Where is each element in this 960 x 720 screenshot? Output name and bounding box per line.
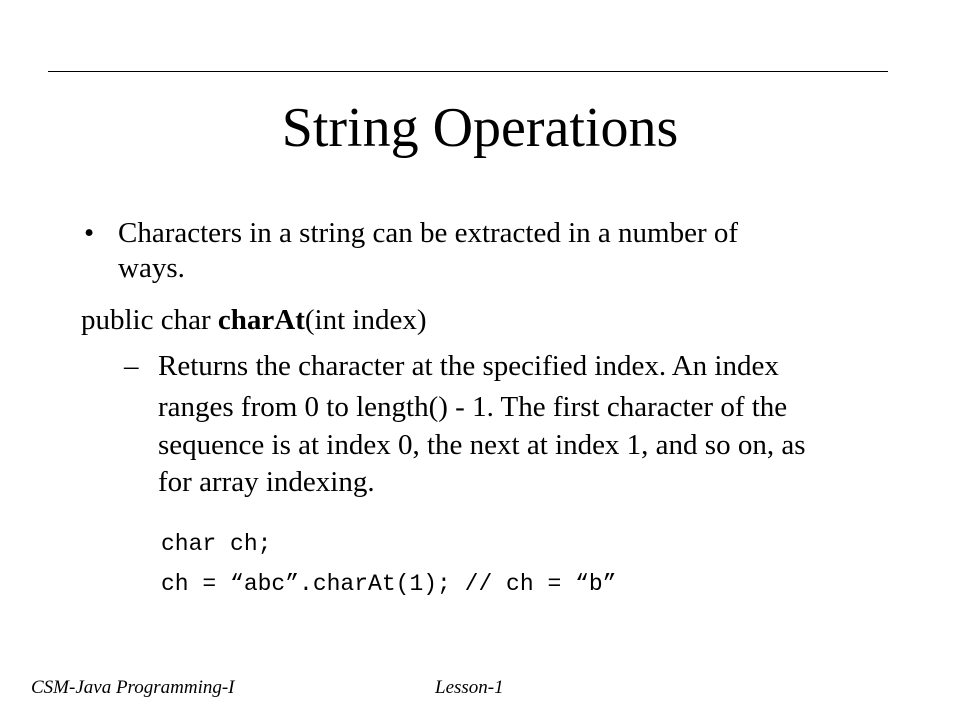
bullet-icon: • bbox=[84, 217, 95, 249]
description-line-1: Returns the character at the specified index. An index bbox=[158, 350, 779, 382]
description-line-3: sequence is at index 0, the next at index 1, and so on, as bbox=[158, 429, 806, 461]
signature-prefix: public char bbox=[81, 304, 218, 336]
code-line-1: char ch; bbox=[161, 531, 272, 557]
bullet-text-line-2: ways. bbox=[118, 252, 185, 284]
slide-title: String Operations bbox=[281, 97, 679, 159]
code-line-2: ch = “abc”.charAt(1); // ch = “b” bbox=[161, 571, 617, 597]
signature-suffix: (int index) bbox=[304, 304, 427, 336]
description-line-4: for array indexing. bbox=[158, 466, 375, 498]
footer-course-name: CSM-Java Programming-I bbox=[31, 677, 235, 698]
sub-bullet-dash-icon: – bbox=[124, 350, 139, 382]
bullet-text-line-1: Characters in a string can be extracted in a number of bbox=[118, 217, 739, 249]
method-signature bbox=[81, 303, 426, 337]
footer-lesson: Lesson-1 bbox=[435, 677, 504, 698]
description-line-2: ranges from 0 to length() - 1. The first character of the bbox=[158, 391, 788, 423]
top-divider bbox=[48, 71, 888, 72]
signature-method-name: charAt bbox=[217, 304, 305, 336]
